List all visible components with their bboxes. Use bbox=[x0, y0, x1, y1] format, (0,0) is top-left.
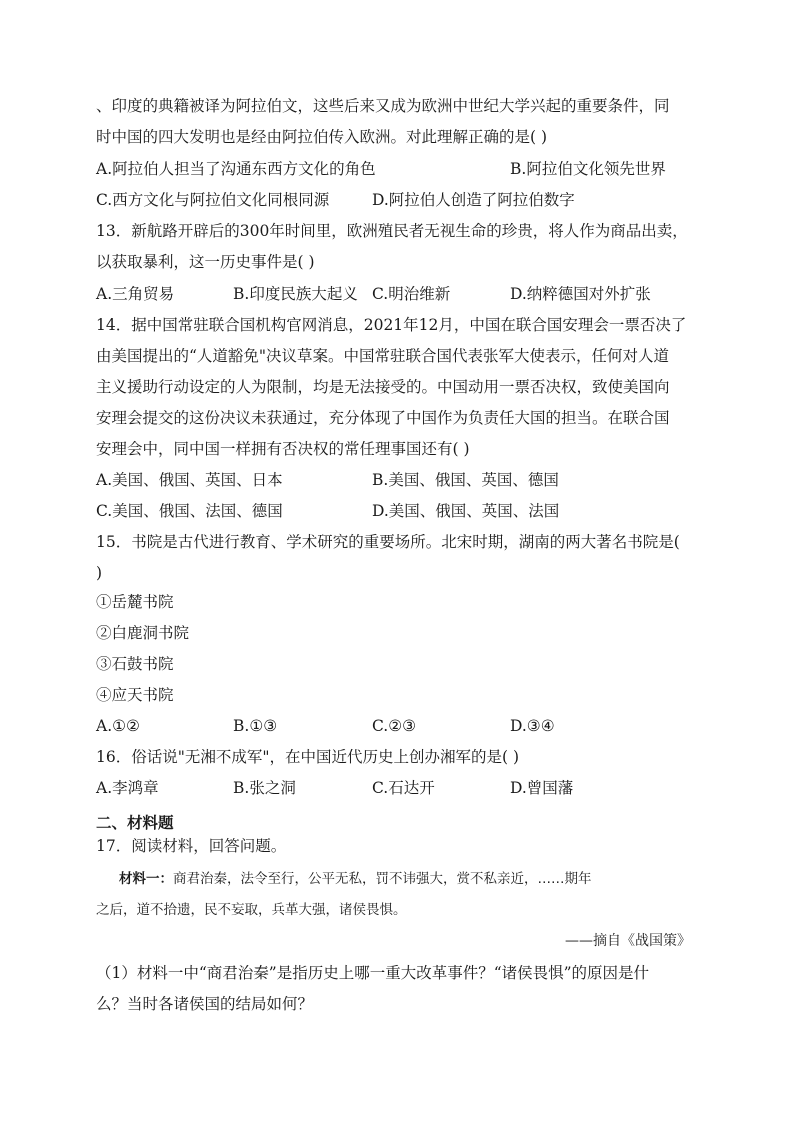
q16-option-a: A.李鸿章 bbox=[96, 779, 159, 797]
q12-option-d: D.阿拉伯人创造了阿拉伯数字 bbox=[372, 191, 575, 209]
material-one-line-1 bbox=[119, 869, 592, 889]
q14-option-b: B.美国、俄国、英国、德国 bbox=[372, 471, 559, 489]
q15-item-1: ①岳麓书院 bbox=[96, 593, 174, 611]
q15-item-4: ④应天书院 bbox=[96, 686, 174, 704]
q14-option-c: C.美国、俄国、法国、德国 bbox=[96, 502, 283, 520]
q13-option-d: D.纳粹德国对外扩张 bbox=[510, 285, 651, 303]
q14-option-d: D.美国、俄国、英国、法国 bbox=[372, 502, 560, 520]
q14-stem-line-2: 由美国提出的“人道豁免"决议草案。中国常驻联合国代表张军大使表示，任何对人道 bbox=[96, 347, 670, 365]
q15-stem-line-2: ) bbox=[96, 564, 103, 582]
q14-option-a: A.美国、俄国、英国、日本 bbox=[96, 471, 283, 489]
q13-stem-line-1: 13．新航路开辟后的300年时间里，欧洲殖民者无视生命的珍贵，将人作为商品出卖， bbox=[96, 222, 688, 240]
q15-option-d: D.③④ bbox=[510, 717, 555, 735]
q13-option-b: B.印度民族大起义 bbox=[233, 285, 358, 303]
q14-stem-line-1: 14．据中国常驻联合国机构官网消息，2021年12月，中国在联合国安理会一票否决了 bbox=[96, 316, 687, 334]
q16-stem: 16．俗话说"无湘不成军"，在中国近代历史上创办湘军的是( ) bbox=[96, 748, 520, 766]
q14-stem-line-5: 安理会中，同中国一样拥有否决权的常任理事国还有( ) bbox=[96, 440, 470, 458]
q12-option-c: C.西方文化与阿拉伯文化同根同源 bbox=[96, 191, 330, 209]
q15-option-b: B.①③ bbox=[233, 717, 278, 735]
q15-option-a: A.①② bbox=[96, 717, 140, 735]
material-one-line-2: 之后，道不拾遗，民不妄取，兵革大强，诸侯畏惧。 bbox=[96, 902, 407, 918]
q12-option-a: A.阿拉伯人担当了沟通东西方文化的角色 bbox=[96, 160, 376, 178]
q15-option-c: C.②③ bbox=[372, 717, 417, 735]
q15-item-3: ③石鼓书院 bbox=[96, 655, 174, 673]
q15-stem-line-1: 15．书院是古代进行教育、学术研究的重要场所。北宋时期，湖南的两大著名书院是( bbox=[96, 533, 680, 551]
q12-stem-line-1: 、印度的典籍被译为阿拉伯文，这些后来又成为欧洲中世纪大学兴起的重要条件，同 bbox=[96, 97, 670, 115]
material-source: ——摘自《战国策》 bbox=[565, 933, 691, 949]
material-one-text: 商君治秦，法令至行，公平无私，罚不讳强大，赏不私亲近，……期年 bbox=[173, 871, 592, 887]
section-heading: 二、材料题 bbox=[96, 813, 174, 832]
material-one-label: 材料一： bbox=[119, 871, 173, 887]
q16-option-d: D.曾国藩 bbox=[510, 779, 574, 797]
q14-stem-line-3: 主义援助行动设定的人为限制，均是无法接受的。中国动用一票否决权，致使美国向 bbox=[96, 378, 670, 396]
q16-option-b: B.张之洞 bbox=[233, 779, 296, 797]
q12-stem-line-2: 时中国的四大发明也是经由阿拉伯传入欧洲。对此理解正确的是( ) bbox=[96, 128, 548, 146]
q13-stem-line-2: 以获取暴利，这一历史事件是( ) bbox=[96, 253, 315, 271]
q12-option-b: B.阿拉伯文化领先世界 bbox=[510, 160, 666, 178]
q17-sub1-line-1: （1）材料一中“商君治秦”是指历史上哪一重大改革事件？“诸侯畏惧”的原因是什 bbox=[96, 964, 650, 982]
q13-option-a: A.三角贸易 bbox=[96, 285, 175, 303]
q16-option-c: C.石达开 bbox=[372, 779, 435, 797]
q17-sub1-line-2: 么？当时各诸侯国的结局如何？ bbox=[96, 995, 314, 1013]
q13-option-c: C.明治维新 bbox=[372, 285, 451, 303]
q15-item-2: ②白鹿洞书院 bbox=[96, 624, 190, 642]
q14-stem-line-4: 安理会提交的这份决议未获通过，充分体现了中国作为负责任大国的担当。在联合国 bbox=[96, 409, 670, 427]
q17-stem: 17．阅读材料，回答问题。 bbox=[96, 837, 287, 855]
